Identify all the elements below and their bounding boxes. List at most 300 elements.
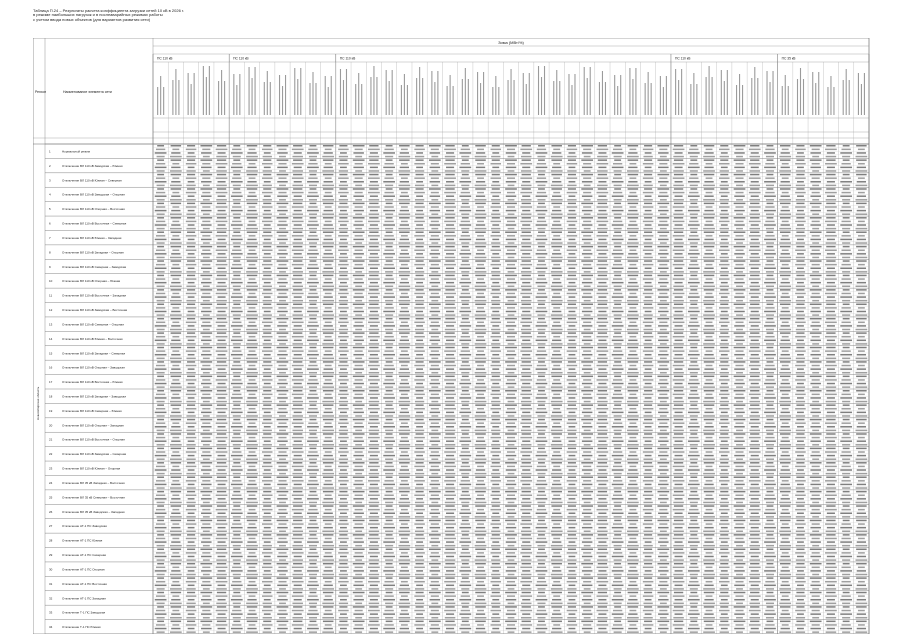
cell-value-mark xyxy=(734,239,745,241)
cell-value-mark xyxy=(476,296,485,298)
cell-value-mark xyxy=(660,185,667,187)
cell-value-mark xyxy=(476,368,485,370)
cell-value-mark xyxy=(856,448,867,450)
cell-value-mark xyxy=(386,304,393,306)
column-title-line xyxy=(407,85,408,115)
cell-value-mark xyxy=(188,268,195,270)
cell-value-mark xyxy=(292,271,303,273)
cell-value-mark xyxy=(628,368,637,370)
cell-value-mark xyxy=(386,433,393,435)
cell-value-mark xyxy=(294,397,302,399)
cell-value-mark xyxy=(218,296,226,298)
cell-value-mark xyxy=(383,498,395,500)
cell-value-mark xyxy=(461,444,469,446)
cell-value-mark xyxy=(431,430,438,432)
cell-value-mark xyxy=(537,401,545,403)
cell-value-mark xyxy=(492,484,499,486)
cell-value-mark xyxy=(858,437,865,439)
cell-value-mark xyxy=(721,397,728,399)
cell-value-mark xyxy=(812,163,820,165)
cell-value-mark xyxy=(217,419,226,421)
cell-value-mark xyxy=(734,440,745,442)
cell-value-mark xyxy=(721,210,728,212)
cell-value-mark xyxy=(505,376,517,378)
cell-value-mark xyxy=(537,473,545,475)
cell-value-mark xyxy=(567,408,578,410)
cell-value-mark xyxy=(520,163,532,165)
cell-value-mark xyxy=(368,192,380,194)
cell-value-mark xyxy=(353,167,364,169)
cell-value-mark xyxy=(536,440,548,442)
cell-value-mark xyxy=(247,347,258,349)
cell-value-mark xyxy=(446,181,454,183)
cell-value-mark xyxy=(201,325,212,327)
cell-value-mark xyxy=(491,314,500,316)
cell-value-mark xyxy=(766,257,774,259)
cell-value-mark xyxy=(675,383,683,385)
cell-value-mark xyxy=(584,343,591,345)
cell-value-mark xyxy=(323,332,334,334)
cell-value-mark xyxy=(614,404,621,406)
cell-value-mark xyxy=(597,322,609,324)
cell-value-mark xyxy=(857,397,866,399)
cell-value-mark xyxy=(551,257,563,259)
cell-value-mark xyxy=(263,257,272,259)
cell-value-mark xyxy=(720,376,728,378)
cell-value-mark xyxy=(355,163,363,165)
cell-value-mark xyxy=(171,145,182,147)
cell-value-mark xyxy=(690,332,697,334)
cell-value-mark xyxy=(156,307,165,309)
cell-value-mark xyxy=(567,458,576,460)
cell-value-mark xyxy=(383,195,395,197)
cell-value-mark xyxy=(782,221,789,223)
cell-value-mark xyxy=(507,177,515,179)
cell-value-mark xyxy=(353,484,364,486)
cell-value-mark xyxy=(233,458,241,460)
cell-value-mark xyxy=(491,271,500,273)
cell-value-mark xyxy=(779,329,791,331)
cell-value-mark xyxy=(414,163,425,165)
cell-value-mark xyxy=(796,217,804,219)
cell-value-mark xyxy=(597,149,609,151)
cell-value-mark xyxy=(385,271,393,273)
cell-value-mark xyxy=(597,286,608,288)
cell-value-mark xyxy=(475,213,487,215)
cell-value-mark xyxy=(569,455,576,457)
cell-value-mark xyxy=(827,195,835,197)
cell-value-mark xyxy=(704,296,713,298)
cell-value-mark xyxy=(706,149,713,151)
cell-value-mark xyxy=(842,314,850,316)
cell-value-mark xyxy=(445,231,454,233)
cell-value-mark xyxy=(645,195,652,197)
cell-value-mark xyxy=(308,221,317,223)
cell-value-mark xyxy=(674,361,683,363)
cell-value-mark xyxy=(507,379,515,381)
cell-value-mark xyxy=(614,289,621,291)
cell-value-mark xyxy=(581,419,593,421)
cell-value-mark xyxy=(476,440,485,442)
cell-value-mark xyxy=(186,386,195,388)
cell-value-mark xyxy=(856,444,868,446)
cell-value-mark xyxy=(279,502,286,504)
cell-value-mark xyxy=(355,185,362,187)
cell-value-mark xyxy=(551,386,563,388)
cell-value-mark xyxy=(292,300,303,302)
column-title-line xyxy=(468,79,469,115)
row-number: 5 xyxy=(49,207,51,212)
cell-value-mark xyxy=(155,484,167,486)
cell-value-mark xyxy=(310,188,317,190)
cell-value-mark xyxy=(461,228,469,230)
cell-value-mark xyxy=(628,231,639,233)
cell-value-mark xyxy=(613,466,622,468)
cell-value-mark xyxy=(338,437,349,439)
cell-value-mark xyxy=(385,199,393,201)
cell-value-mark xyxy=(231,397,243,399)
cell-value-mark xyxy=(186,163,197,165)
column-title-line xyxy=(392,70,393,115)
cell-value-mark xyxy=(520,307,532,309)
cell-value-mark xyxy=(767,246,774,248)
cell-value-mark xyxy=(734,224,745,226)
cell-value-mark xyxy=(704,275,715,277)
cell-value-mark xyxy=(369,257,380,259)
cell-value-mark xyxy=(736,300,743,302)
cell-value-mark xyxy=(400,325,409,327)
cell-value-mark xyxy=(170,228,182,230)
cell-value-mark xyxy=(581,159,593,161)
cell-value-mark xyxy=(657,390,669,392)
cell-value-mark xyxy=(355,358,362,360)
cell-value-mark xyxy=(369,401,380,403)
cell-value-mark xyxy=(294,426,302,428)
cell-value-mark xyxy=(415,458,424,460)
cell-value-mark xyxy=(857,311,866,313)
cell-value-mark xyxy=(688,397,700,399)
cell-value-mark xyxy=(567,487,576,489)
cell-value-mark xyxy=(233,170,241,172)
cell-value-mark xyxy=(186,156,195,158)
cell-value-mark xyxy=(155,282,167,284)
cell-value-mark xyxy=(171,268,180,270)
cell-value-mark xyxy=(188,253,195,255)
cell-value-mark xyxy=(217,462,226,464)
cell-value-mark xyxy=(689,264,698,266)
cell-value-mark xyxy=(233,444,241,446)
cell-value-mark xyxy=(446,210,454,212)
cell-value-mark xyxy=(522,217,531,219)
cell-value-mark xyxy=(856,289,867,291)
cell-value-mark xyxy=(247,289,258,291)
cell-value-mark xyxy=(581,275,593,277)
cell-value-mark xyxy=(172,379,179,381)
cell-value-mark xyxy=(430,167,441,169)
cell-value-mark xyxy=(156,322,165,324)
cell-value-mark xyxy=(322,156,334,158)
cell-value-mark xyxy=(766,430,774,432)
cell-value-mark xyxy=(492,296,499,298)
cell-value-mark xyxy=(628,260,639,262)
cell-value-mark xyxy=(386,203,393,205)
cell-value-mark xyxy=(645,484,652,486)
cell-value-mark xyxy=(826,275,835,277)
cell-value-mark xyxy=(842,329,850,331)
cell-value-mark xyxy=(674,433,683,435)
cell-value-mark xyxy=(414,293,425,295)
cell-value-mark xyxy=(216,422,228,424)
cell-value-mark xyxy=(552,440,561,442)
cell-value-mark xyxy=(416,347,424,349)
cell-value-mark xyxy=(720,159,728,161)
cell-value-mark xyxy=(233,347,240,349)
cell-value-mark xyxy=(842,451,851,453)
cell-value-mark xyxy=(231,368,243,370)
column-title-line xyxy=(447,86,448,115)
cell-value-mark xyxy=(690,361,697,363)
cell-value-mark xyxy=(657,304,669,306)
cell-value-mark xyxy=(506,181,517,183)
cell-value-mark xyxy=(810,419,822,421)
row-name: Нормальный режим xyxy=(62,149,90,154)
cell-value-mark xyxy=(171,419,182,421)
cell-value-mark xyxy=(812,149,820,151)
cell-value-mark xyxy=(216,394,228,396)
cell-value-mark xyxy=(172,494,179,496)
cell-value-mark xyxy=(840,383,852,385)
cell-value-mark xyxy=(598,368,606,370)
cell-value-mark xyxy=(233,185,241,187)
cell-value-mark xyxy=(233,462,240,464)
cell-value-mark xyxy=(200,419,212,421)
cell-value-mark xyxy=(569,210,576,212)
cell-value-mark xyxy=(597,480,609,482)
cell-value-mark xyxy=(157,386,165,388)
cell-value-mark xyxy=(613,394,622,396)
cell-value-mark xyxy=(659,235,667,237)
cell-value-mark xyxy=(706,394,713,396)
cell-value-mark xyxy=(233,213,241,215)
cell-value-mark xyxy=(324,455,333,457)
cell-value-mark xyxy=(294,354,302,356)
cell-value-mark xyxy=(673,170,684,172)
cell-value-mark xyxy=(339,491,347,493)
cell-value-mark xyxy=(643,264,654,266)
cell-value-mark xyxy=(325,307,332,309)
cell-value-mark xyxy=(307,368,319,370)
cell-value-mark xyxy=(277,231,289,233)
cell-value-mark xyxy=(201,296,212,298)
cell-value-mark xyxy=(689,379,698,381)
cell-value-mark xyxy=(582,484,593,486)
cell-value-mark xyxy=(307,455,319,457)
cell-value-mark xyxy=(583,480,591,482)
cell-value-mark xyxy=(325,350,332,352)
cell-value-mark xyxy=(415,386,424,388)
cell-value-mark xyxy=(551,415,563,417)
cell-value-mark xyxy=(369,358,380,360)
cell-value-mark xyxy=(157,188,164,190)
cell-value-mark xyxy=(401,278,408,280)
cell-value-mark xyxy=(673,213,684,215)
cell-value-mark xyxy=(645,397,652,399)
cell-value-mark xyxy=(172,422,179,424)
cell-value-mark xyxy=(858,163,865,165)
cell-value-mark xyxy=(398,358,410,360)
cell-value-mark xyxy=(810,296,821,298)
cell-value-mark xyxy=(779,271,791,273)
cell-value-mark xyxy=(462,231,469,233)
cell-value-mark xyxy=(294,469,302,471)
cell-value-mark xyxy=(414,379,425,381)
cell-value-mark xyxy=(459,368,471,370)
cell-value-mark xyxy=(857,354,866,356)
cell-value-mark xyxy=(188,210,195,212)
cell-value-mark xyxy=(581,433,593,435)
cell-value-mark xyxy=(720,372,729,374)
cell-value-mark xyxy=(202,192,210,194)
cell-value-mark xyxy=(538,275,545,277)
cell-value-mark xyxy=(628,210,637,212)
cell-value-mark xyxy=(674,217,683,219)
cell-value-mark xyxy=(719,163,730,165)
cell-value-mark xyxy=(262,480,273,482)
cell-value-mark xyxy=(233,502,241,504)
cell-value-mark xyxy=(780,289,791,291)
cell-value-mark xyxy=(734,145,746,147)
cell-value-mark xyxy=(446,239,454,241)
cell-value-mark xyxy=(491,365,502,367)
cell-value-mark xyxy=(414,494,425,496)
cell-value-mark xyxy=(797,397,804,399)
row-number: 9 xyxy=(49,264,51,269)
cell-value-mark xyxy=(551,458,563,460)
cell-value-mark xyxy=(459,296,471,298)
cell-value-mark xyxy=(386,174,393,176)
cell-value-mark xyxy=(294,383,302,385)
cell-value-mark xyxy=(370,210,378,212)
cell-value-mark xyxy=(401,293,408,295)
cell-value-mark xyxy=(643,358,652,360)
cell-value-mark xyxy=(569,354,576,356)
row-name: Отключение ВЛ 110 кВ Восточная – Опорная xyxy=(62,437,125,442)
cell-value-mark xyxy=(843,347,850,349)
cell-value-mark xyxy=(264,383,271,385)
cell-value-mark xyxy=(263,289,271,291)
cell-value-mark xyxy=(431,271,438,273)
cell-value-mark xyxy=(339,448,347,450)
cell-value-mark xyxy=(765,451,774,453)
cell-value-mark xyxy=(368,249,380,251)
cell-value-mark xyxy=(368,350,380,352)
cell-value-mark xyxy=(292,264,304,266)
cell-value-mark xyxy=(292,437,304,439)
cell-value-mark xyxy=(567,286,576,288)
cell-value-mark xyxy=(216,343,227,345)
cell-value-mark xyxy=(492,174,500,176)
cell-value-mark xyxy=(858,322,865,324)
cell-value-mark xyxy=(353,469,364,471)
cell-value-mark xyxy=(795,379,806,381)
cell-value-mark xyxy=(812,408,820,410)
cell-value-mark xyxy=(629,365,636,367)
cell-value-mark xyxy=(247,448,258,450)
cell-value-mark xyxy=(340,195,347,197)
cell-value-mark xyxy=(598,448,607,450)
cell-value-mark xyxy=(567,307,578,309)
cell-value-mark xyxy=(795,235,806,237)
cell-value-mark xyxy=(292,502,303,504)
cell-value-mark xyxy=(172,293,179,295)
cell-value-mark xyxy=(751,455,759,457)
cell-value-mark xyxy=(444,408,456,410)
cell-value-mark xyxy=(293,491,302,493)
cell-value-mark xyxy=(552,368,561,370)
cell-value-mark xyxy=(246,473,258,475)
cell-value-mark xyxy=(551,228,563,230)
cell-value-mark xyxy=(825,408,837,410)
cell-value-mark xyxy=(581,174,593,176)
cell-value-mark xyxy=(247,318,258,320)
cell-value-mark xyxy=(581,390,593,392)
cell-value-mark xyxy=(810,448,822,450)
cell-value-mark xyxy=(827,325,835,327)
cell-value-mark xyxy=(827,311,835,313)
cell-value-mark xyxy=(538,145,545,147)
cell-value-mark xyxy=(598,361,607,363)
cell-value-mark xyxy=(431,257,438,259)
cell-value-mark xyxy=(597,206,609,208)
cell-value-mark xyxy=(278,350,286,352)
cell-value-mark xyxy=(704,469,713,471)
cell-value-mark xyxy=(766,329,774,331)
cell-value-mark xyxy=(247,390,258,392)
cell-value-mark xyxy=(431,314,438,316)
cell-value-mark xyxy=(369,203,378,205)
column-title-line xyxy=(584,67,585,115)
cell-value-mark xyxy=(416,491,424,493)
cell-value-mark xyxy=(858,192,865,194)
cell-value-mark xyxy=(567,242,576,244)
cell-value-mark xyxy=(598,152,606,154)
cell-value-mark xyxy=(628,455,637,457)
cell-value-mark xyxy=(203,415,210,417)
cell-value-mark xyxy=(339,502,348,504)
cell-value-mark xyxy=(310,476,317,478)
cell-value-mark xyxy=(491,228,500,230)
cell-value-mark xyxy=(249,336,256,338)
cell-value-mark xyxy=(398,329,410,331)
cell-value-mark xyxy=(201,397,212,399)
cell-value-mark xyxy=(688,239,700,241)
cell-value-mark xyxy=(751,268,759,270)
cell-value-mark xyxy=(445,361,454,363)
cell-value-mark xyxy=(492,268,499,270)
cell-value-mark xyxy=(475,260,486,262)
cell-value-mark xyxy=(507,365,515,367)
cell-value-mark xyxy=(779,170,791,172)
cell-value-mark xyxy=(232,235,241,237)
cell-value-mark xyxy=(795,422,806,424)
cell-value-mark xyxy=(216,494,228,496)
cell-value-mark xyxy=(309,170,317,172)
cell-value-mark xyxy=(657,174,669,176)
cell-value-mark xyxy=(840,340,852,342)
cell-value-mark xyxy=(614,300,622,302)
cell-value-mark xyxy=(536,152,548,154)
cell-value-mark xyxy=(629,149,636,151)
